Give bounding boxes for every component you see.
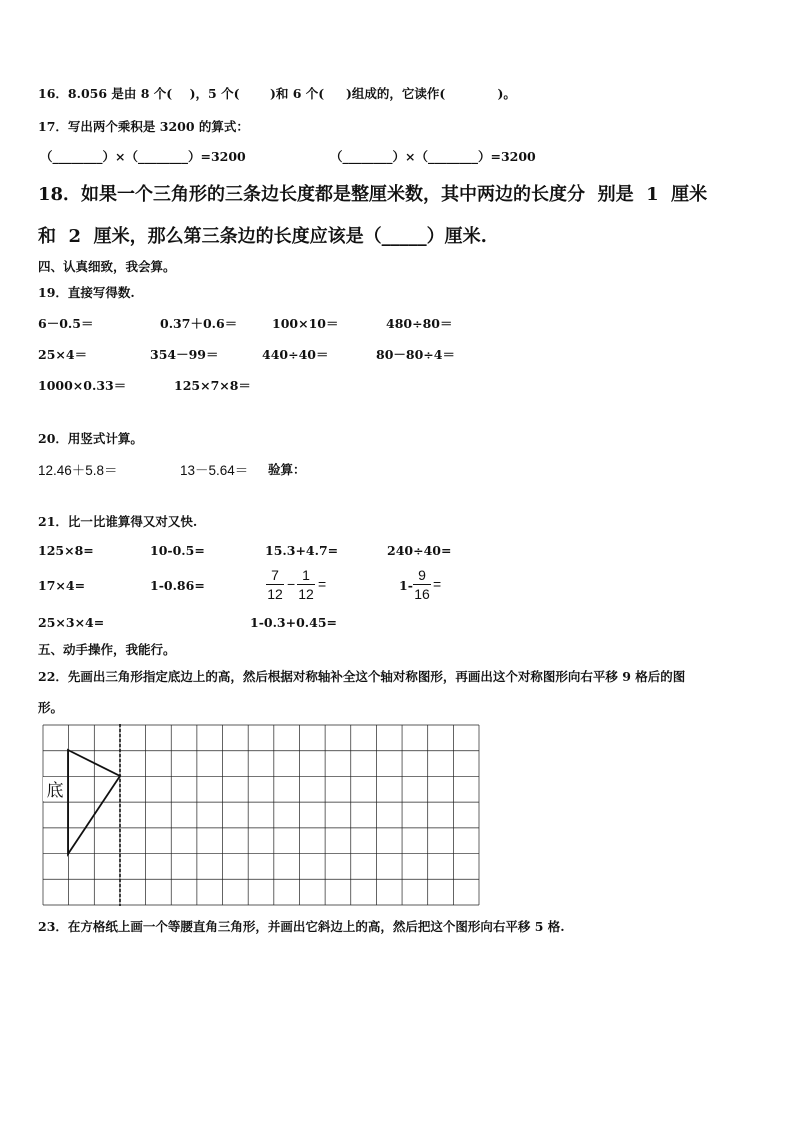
equals-sign: = <box>318 576 327 592</box>
fraction-bar <box>297 584 315 585</box>
fraction-bar <box>266 584 284 585</box>
q19-item: 125×7×8＝ <box>174 378 251 393</box>
numerator: 7 <box>271 567 279 583</box>
question-16: 16．8.056 是由 8 个( )，5 个( )和 6 个( )组成的，它读作( )。 <box>38 86 516 101</box>
question-23: 23．在方格纸上画一个等腰直角三角形，并画出它斜边上的高，然后把这个图形向右平移 5 格. <box>38 919 565 934</box>
q21-item: 1-0.86= <box>150 578 205 593</box>
q19-item: 25×4＝ <box>38 347 88 362</box>
square-grid-figure <box>42 724 480 906</box>
fraction-bar <box>413 584 431 585</box>
q19-item: 0.37＋0.6＝ <box>160 316 238 331</box>
q17-equation-right: （________）×（________）=3200 <box>330 149 536 164</box>
equals-sign: = <box>433 576 442 592</box>
question-22-line1: 22．先画出三角形指定底边上的高，然后根据对称轴补全这个轴对称图形，再画出这个对称图形向右平移 9 格后的图 <box>38 669 686 684</box>
numerator: 9 <box>418 567 426 583</box>
question-17-title: 17．写出两个乘积是 3200 的算式： <box>38 119 249 134</box>
q21-fraction-7-12 <box>266 567 284 602</box>
base-label: 底 <box>46 781 64 801</box>
q17-equation-left: （________）×（________）=3200 <box>40 149 246 164</box>
q19-item: 354－99＝ <box>150 347 219 362</box>
q21-item: 240÷40= <box>387 543 452 558</box>
numerator: 1 <box>302 567 310 583</box>
q20-expression-1: 12.46＋5.8＝ <box>38 463 118 478</box>
q19-item: 80－80÷4＝ <box>376 347 455 362</box>
q21-fraction-9-16 <box>413 567 431 602</box>
q19-item: 440÷40＝ <box>262 347 329 362</box>
question-20-title: 20．用竖式计算。 <box>38 431 143 446</box>
question-19-title: 19．直接写得数. <box>38 285 135 300</box>
question-21-title: 21．比一比谁算得又对又快. <box>38 514 198 529</box>
q19-item: 480÷80＝ <box>386 316 453 331</box>
q19-item: 1000×0.33＝ <box>38 378 127 393</box>
denominator: 16 <box>414 586 430 602</box>
q21-item: 125×8= <box>38 543 94 558</box>
q21-one-minus: 1- <box>399 578 413 593</box>
q21-item: 25×3×4= <box>38 615 105 630</box>
question-22-line2: 形。 <box>38 700 64 715</box>
q21-fraction-1-12 <box>297 567 315 602</box>
q19-item: 6－0.5＝ <box>38 316 94 331</box>
denominator: 12 <box>267 586 283 602</box>
grid-lines <box>43 725 479 905</box>
question-18-line1: 18．如果一个三角形的三条边长度都是整厘米数，其中两边的长度分 别是 1 厘米 <box>38 184 708 205</box>
q21-item: 15.3+4.7= <box>265 543 339 558</box>
section-5-heading: 五、动手操作，我能行。 <box>38 642 176 657</box>
q19-item: 100×10＝ <box>272 316 339 331</box>
question-18-line2: 和 2 厘米，那么第三条边的长度应该是（_____）厘米. <box>38 226 487 247</box>
section-4-heading: 四、认真细致，我会算。 <box>38 259 176 274</box>
q21-item: 1-0.3+0.45= <box>250 615 338 630</box>
q21-item: 17×4= <box>38 578 86 593</box>
q20-check-label: 验算： <box>268 462 306 477</box>
q21-item: 10-0.5= <box>150 543 205 558</box>
denominator: 12 <box>298 586 314 602</box>
minus-sign: − <box>287 576 296 592</box>
q20-expression-2: 13－5.64＝ <box>180 463 249 478</box>
